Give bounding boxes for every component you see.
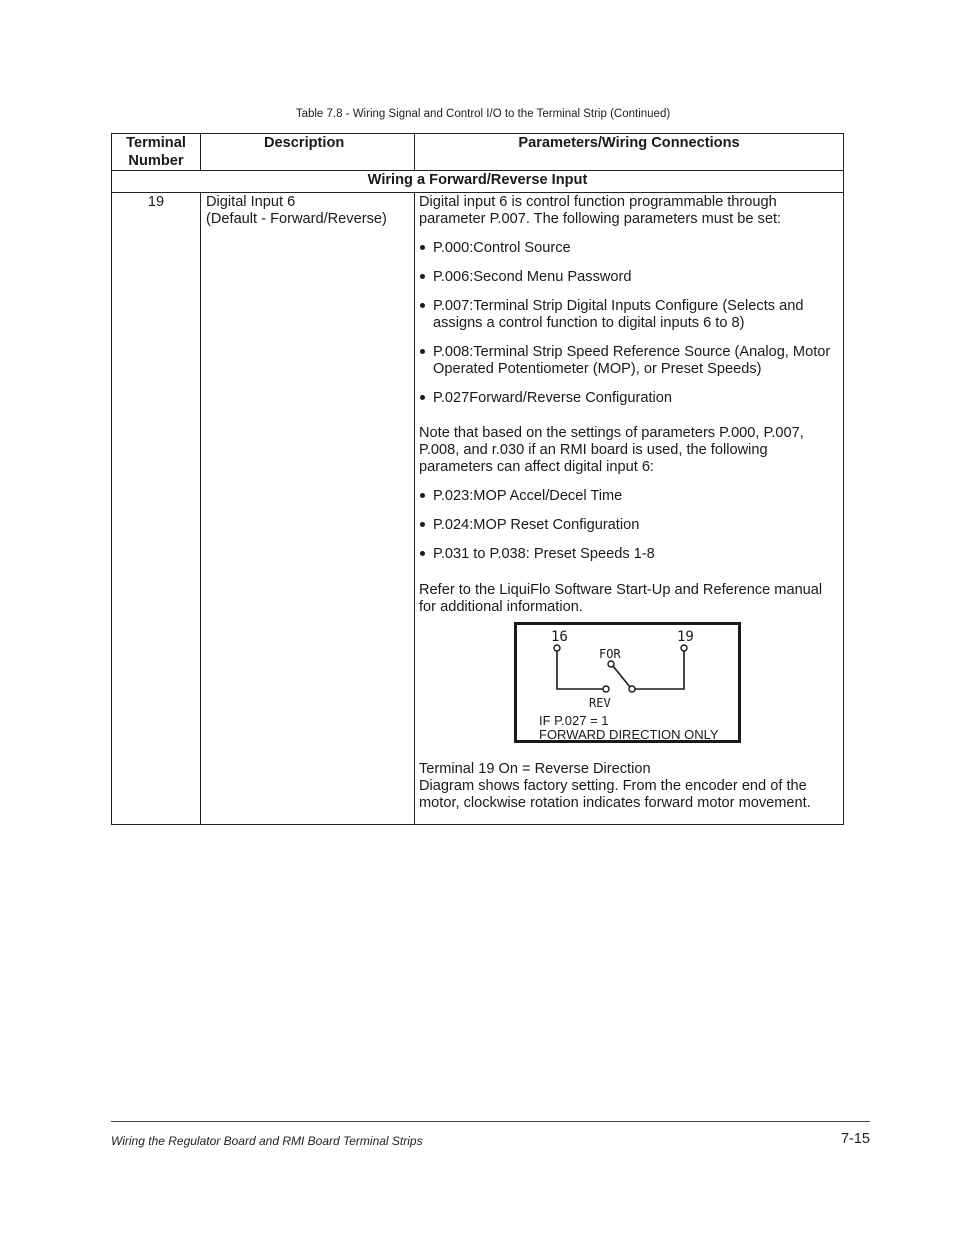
table-header-row xyxy=(112,134,844,171)
switch-diagram xyxy=(514,622,741,743)
description-line-1: Digital Input 6 xyxy=(206,194,296,210)
intro-text: Digital input 6 is control function programmable through parameter P.007. The following parameters must be set: xyxy=(419,194,782,227)
header-parameters: Parameters/Wiring Connections xyxy=(415,134,844,171)
list-item: P.008:Terminal Strip Speed Reference Source (Analog, Motor Operated Potentiometer (MOP), or Preset Speeds) xyxy=(419,344,837,378)
diagram-caption-line-1: IF P.027 = 1 xyxy=(539,713,609,728)
wire-left xyxy=(557,651,603,689)
header-terminal-number: Terminal Number xyxy=(112,134,201,171)
list-item: P.007:Terminal Strip Digital Inputs Configure (Selects and assigns a control function to digital inputs 6 to 8) xyxy=(419,298,837,332)
section-row xyxy=(112,171,844,193)
terminal-16-label: 16 xyxy=(551,629,568,645)
footer-title: Wiring the Regulator Board and RMI Board Terminal Strips xyxy=(111,1134,423,1148)
wiring-table xyxy=(111,133,844,825)
for-label: FOR xyxy=(599,647,621,661)
list-item: P.000:Control Source xyxy=(419,240,837,257)
rev-label: REV xyxy=(589,696,611,710)
list-item: P.006:Second Menu Password xyxy=(419,269,837,286)
diagram-caption-line-2: FORWARD DIRECTION ONLY xyxy=(539,727,719,742)
terminal-16-node xyxy=(554,645,560,651)
rev-contact-node xyxy=(603,686,609,692)
list-item: P.027Forward/Reverse Configuration xyxy=(419,390,837,407)
switch-blade xyxy=(613,666,630,687)
cell-description xyxy=(201,193,415,825)
section-title: Wiring a Forward/Reverse Input xyxy=(112,171,844,193)
list-item: P.031 to P.038: Preset Speeds 1-8 xyxy=(419,546,837,563)
refer-text: Refer to the LiquiFlo Software Start-Up and Reference manual for additional information. xyxy=(419,582,823,615)
cell-terminal: 19 xyxy=(112,193,201,825)
table-row xyxy=(112,193,844,825)
description-line-2: (Default - Forward/Reverse) xyxy=(206,211,387,227)
note-text: Note that based on the settings of parameters P.000, P.007, P.008, and r.030 if an RMI board is used, the following parameters can affect digital input 6: xyxy=(419,425,804,475)
terminal-19-label: 19 xyxy=(677,629,694,645)
required-params-list xyxy=(419,240,837,407)
affecting-params-list xyxy=(419,488,837,563)
closing-line-1: Terminal 19 On = Reverse Direction xyxy=(419,761,651,777)
table-caption: Table 7.8 - Wiring Signal and Control I/O to the Terminal Strip (Continued) xyxy=(295,108,671,120)
list-item: P.023:MOP Accel/Decel Time xyxy=(419,488,837,505)
footer-divider xyxy=(111,1121,870,1122)
list-item: P.024:MOP Reset Configuration xyxy=(419,517,837,534)
header-description: Description xyxy=(201,134,415,171)
wire-right xyxy=(634,651,684,689)
cell-parameters xyxy=(415,193,844,825)
page-number: 7-15 xyxy=(840,1131,870,1147)
closing-line-2: Diagram shows factory setting. From the encoder end of the motor, clockwise rotation indicates forward motor movement. xyxy=(419,778,811,811)
terminal-19-node xyxy=(681,645,687,651)
